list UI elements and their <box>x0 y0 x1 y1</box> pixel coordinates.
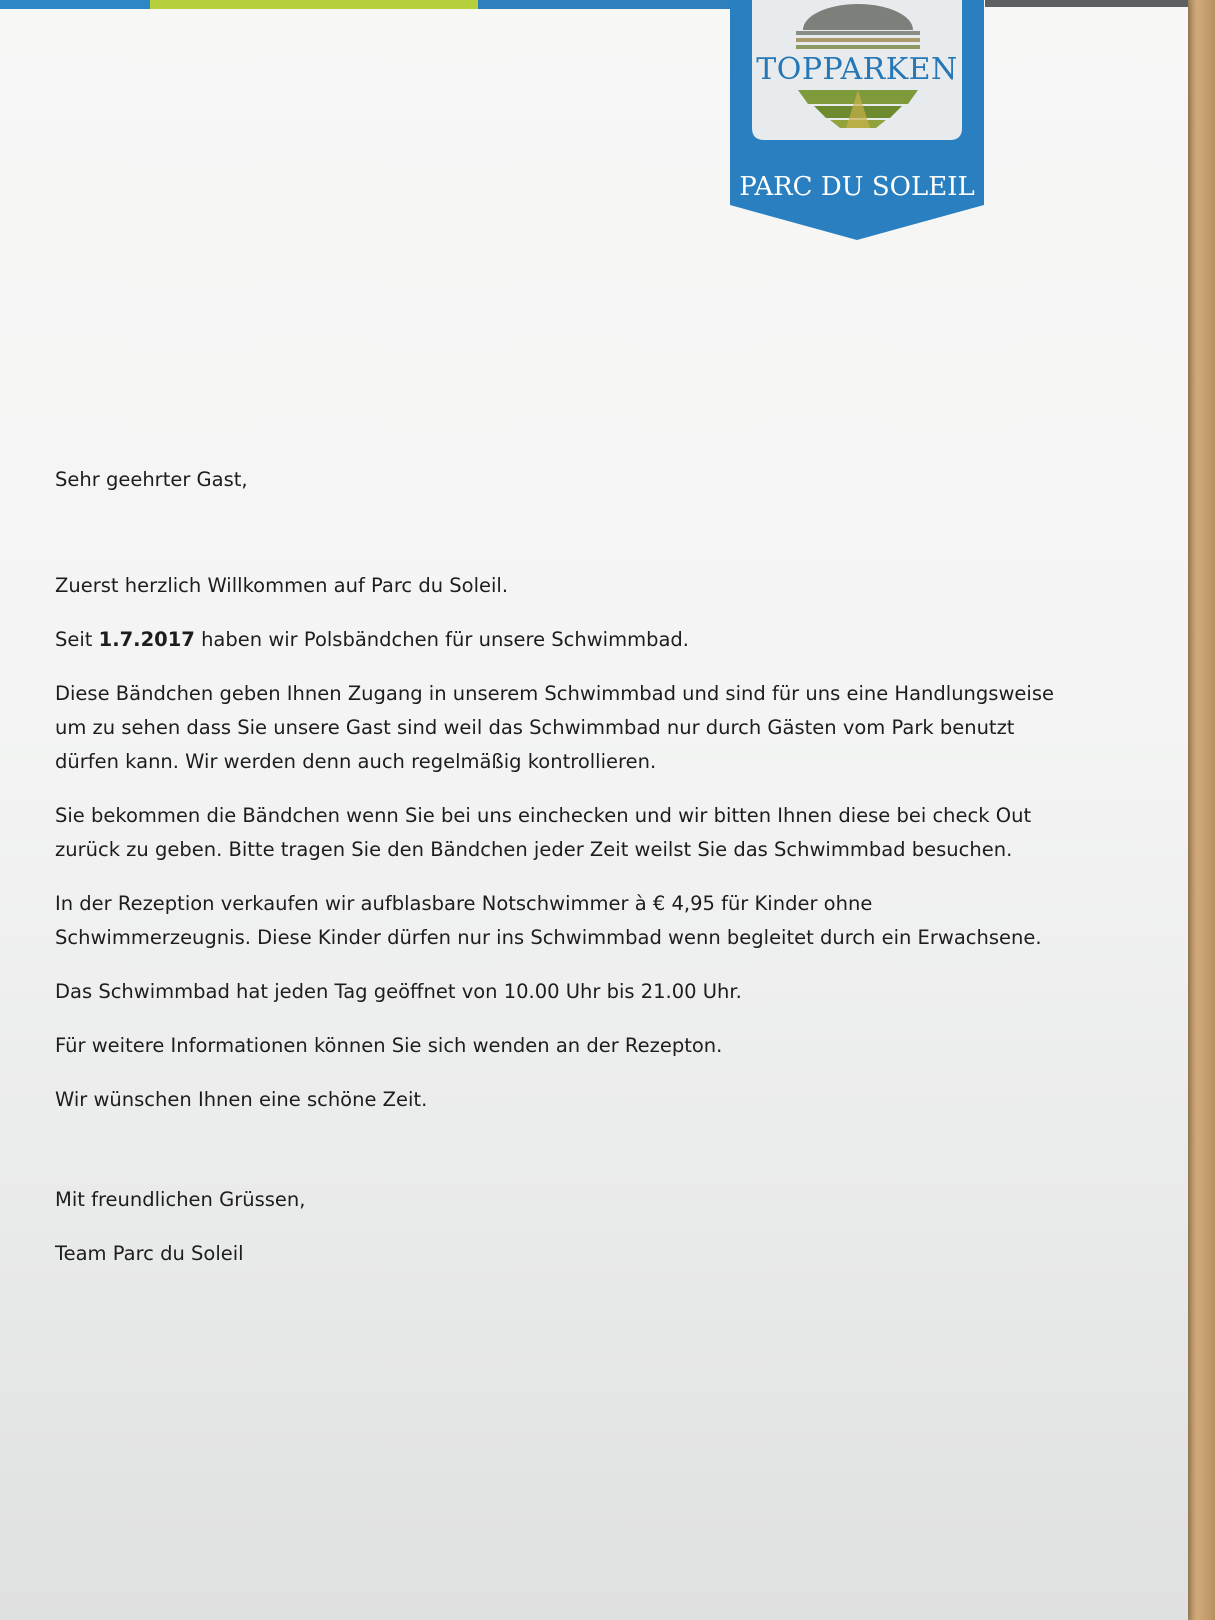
header-band-blue-2 <box>478 0 738 9</box>
date-highlight: 1.7.2017 <box>98 628 195 651</box>
line: In der Rezeption verkaufen wir aufblasbare Notschwimmer à € 4,95 für Kinder ohne <box>55 892 873 915</box>
paragraph-access <box>55 677 1055 779</box>
header-band-green <box>150 0 478 9</box>
p2-suffix: haben wir Polsbändchen für unsere Schwimmbad. <box>194 628 689 651</box>
letter-body <box>55 463 1055 1271</box>
paragraph-information: Für weitere Informationen können Sie sich wenden an der Rezepton. <box>55 1034 723 1057</box>
topparken-logo <box>730 0 984 240</box>
paragraph-checkin <box>55 799 1055 867</box>
p2-prefix: Seit <box>55 628 99 651</box>
line: um zu sehen dass Sie unsere Gast sind weil das Schwimmbad nur durch Gästen vom Park benutzt <box>55 716 1015 739</box>
line: Schwimmerzeugnis. Diese Kinder dürfen nur ins Schwimmbad wenn begleitet durch ein Erwachsene. <box>55 926 1042 949</box>
logo-shield-icon <box>730 0 984 240</box>
header-band-blue <box>0 0 150 9</box>
signature: Team Parc du Soleil <box>55 1242 244 1265</box>
paragraph-since <box>55 623 1055 657</box>
closing: Mit freundlichen Grüssen, <box>55 1188 306 1211</box>
paragraph-reception <box>55 887 1055 955</box>
salutation: Sehr geehrter Gast, <box>55 468 248 491</box>
paragraph-opening-hours: Das Schwimmbad hat jeden Tag geöffnet von 10.00 Uhr bis 21.00 Uhr. <box>55 980 742 1003</box>
line: dürfen kann. Wir werden denn auch regelmäßig kontrollieren. <box>55 750 657 773</box>
logo-brand-text: TOPPARKEN <box>756 52 958 87</box>
line: Diese Bändchen geben Ihnen Zugang in unserem Schwimmbad und sind für uns eine Handlungsweise <box>55 682 1054 705</box>
line: zurück zu geben. Bitte tragen Sie den Bändchen jeder Zeit weilst Sie das Schwimmbad besuchen. <box>55 838 1013 861</box>
paragraph-wishes: Wir wünschen Ihnen eine schöne Zeit. <box>55 1088 428 1111</box>
logo-park-name: PARC DU SOLEIL <box>739 172 975 202</box>
paragraph-welcome: Zuerst herzlich Willkommen auf Parc du Soleil. <box>55 574 509 597</box>
header-band-gray <box>985 0 1188 7</box>
line: Sie bekommen die Bändchen wenn Sie bei uns einchecken und wir bitten Ihnen diese bei check Out <box>55 804 1032 827</box>
table-surface <box>1185 0 1215 1620</box>
